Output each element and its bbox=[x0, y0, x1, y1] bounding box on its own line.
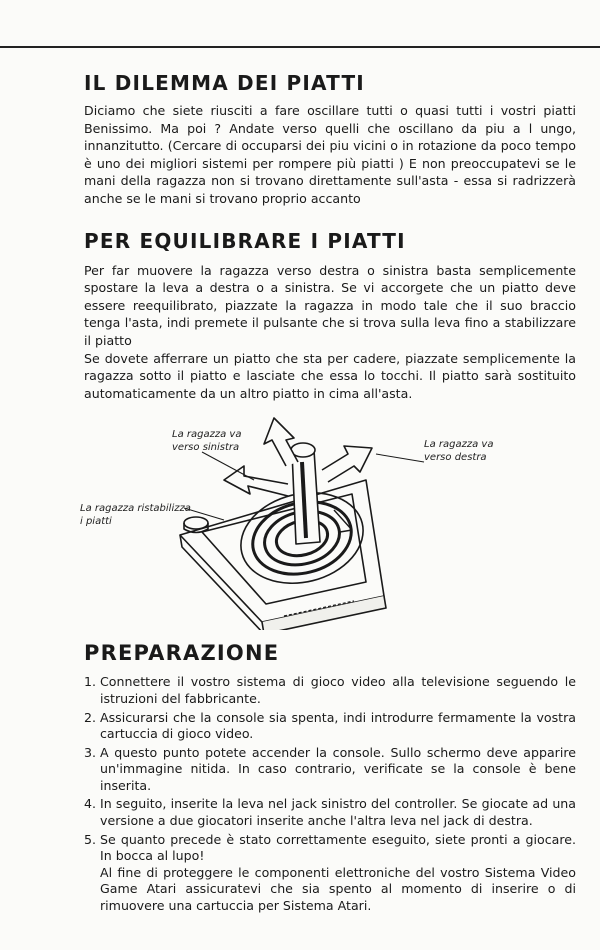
step-text: Se quanto precede è stato correttamente eseguito, siete pronti a giocare. In bocca al lupo! bbox=[100, 831, 576, 864]
label-right-line-2: verso destra bbox=[424, 452, 487, 464]
equilibrare-paragraph-1: Per far muovere la ragazza verso destra o sinistra basta semplicemente spostare la leva a destra o a sinistra. Se vi accorgete che un piatto deve essere reequilibrato, piazzate la ragazza in modo tale che il suo braccio tenga l'asta, indi premete il pulsante che si trova sulla leva fino a stabilizzare il piatto bbox=[84, 262, 576, 348]
label-button-line-1: La ragazza ristabilizza bbox=[80, 503, 191, 515]
step-number: 3. bbox=[84, 744, 97, 760]
label-button bbox=[80, 502, 191, 528]
step-text: A questo punto potete accender la console. Sullo schermo deve apparire un'immagine nitida. In caso contrario, verificate se la console è bene inserita. bbox=[100, 744, 576, 793]
manual-page bbox=[80, 70, 576, 917]
top-rule bbox=[0, 46, 600, 48]
step-number: 5. bbox=[84, 831, 97, 847]
setup-steps-list bbox=[84, 674, 576, 914]
list-item bbox=[84, 710, 576, 743]
step-number: 4. bbox=[84, 796, 97, 812]
label-left-line-1: La ragazza va bbox=[172, 429, 242, 441]
section-equilibrare bbox=[80, 228, 576, 631]
section-preparazione bbox=[84, 640, 576, 914]
list-item bbox=[84, 796, 576, 829]
step-number: 2. bbox=[84, 709, 97, 725]
step-text: In seguito, inserite la leva nel jack sinistro del controller. Se giocate ad una versione a due giocatori inserite anche l'altra leva nel jack di destra. bbox=[100, 796, 576, 829]
joystick-diagram bbox=[80, 410, 576, 630]
list-item bbox=[84, 832, 576, 915]
label-left-line-2: verso sinistra bbox=[172, 442, 240, 454]
section-title-equilibrare: PER EQUILIBRARE I PIATTI bbox=[84, 228, 406, 253]
list-item bbox=[84, 674, 576, 707]
step-text: Connettere il vostro sistema di gioco video alla televisione seguendo le istruzioni del fabbricante. bbox=[100, 674, 576, 706]
list-item bbox=[84, 745, 576, 795]
label-left-direction bbox=[172, 428, 241, 454]
label-right-line-1: La ragazza va bbox=[424, 439, 494, 451]
section-dilemma bbox=[84, 70, 576, 208]
label-button-line-2: i piatti bbox=[80, 516, 112, 528]
warning-note: Al fine di proteggere le componenti elettroniche del vostro Sistema Video Game Atari assicuratevi che sia spento al momento di inserire o di rimuovere una cartuccia per Sistema Atari. bbox=[100, 864, 576, 914]
dilemma-paragraph: Diciamo che siete riusciti a fare oscillare tutti o quasi tutti i vostri piatti Benissimo. Ma poi ? Andate verso quelli che oscillano da piu a l ungo, innanzitutto. (Cercare di occuparsi dei piu vicini o in rotazione da poco tempo è uno dei migliori sistemi per rompere più piatti ) E non preoccupatevi se le mani della ragazza non si trovano direttamente sull'asta - essa si radrizzerà anche se le mani si trovano proprio accanto bbox=[84, 103, 576, 206]
section-title-dilemma: IL DILEMMA DEI PIATTI bbox=[84, 71, 365, 95]
equilibrare-paragraph-2: Se dovete afferrare un piatto che sta per cadere, piazzate semplicemente la ragazza sotto il piatto e lasciate che essa lo tocchi. Il piatto sarà sostituito automaticamente da un altro piatto in cima all'asta. bbox=[84, 350, 576, 401]
step-number: 1. bbox=[84, 674, 97, 690]
step-text: Assicurarsi che la console sia spenta, indi introdurre fermamente la vostra cartuccia di gioco video. bbox=[100, 709, 576, 742]
section-title-preparazione: PREPARAZIONE bbox=[84, 641, 280, 666]
label-right-direction bbox=[424, 438, 493, 464]
